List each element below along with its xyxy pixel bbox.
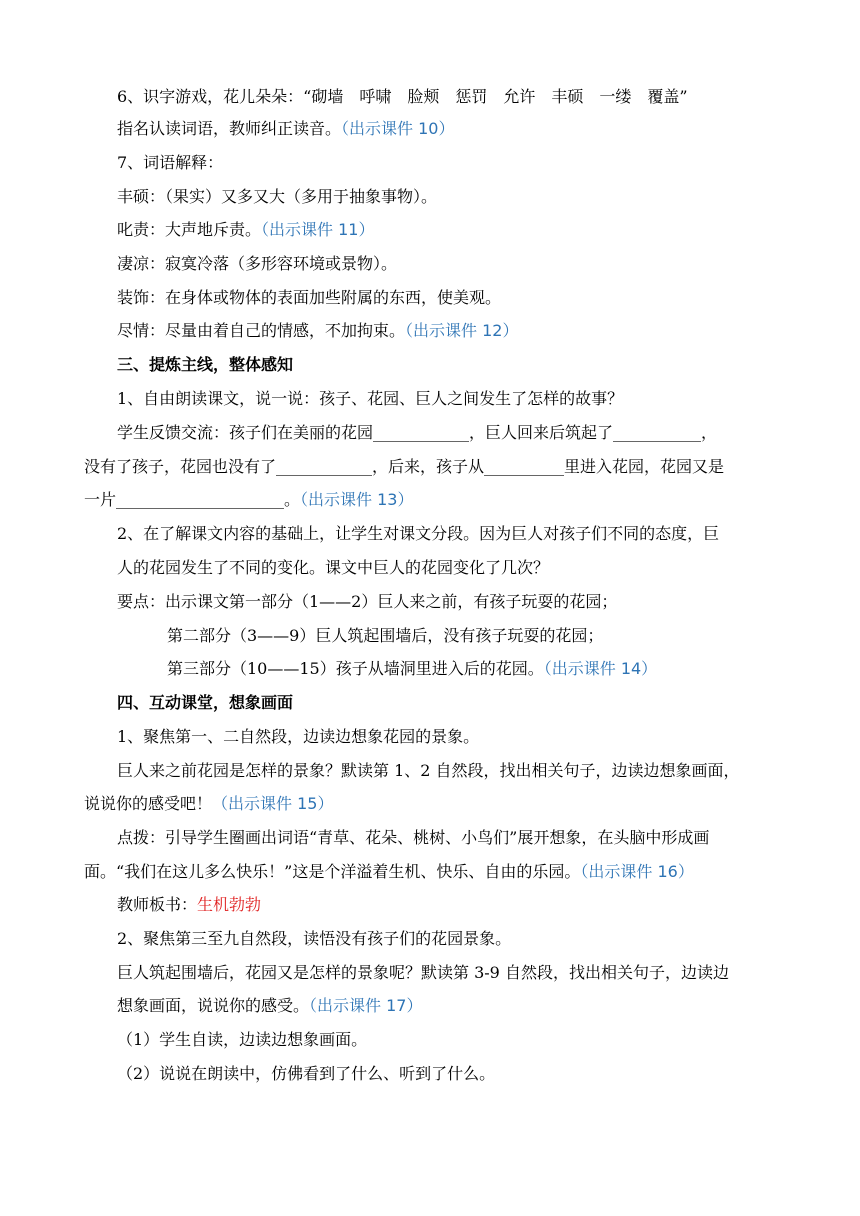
board-writing-highlight: 生机勃勃 <box>197 895 262 914</box>
line-text: 第三部分（10——15）孩子从墙洞里进入后的花园。 <box>167 659 544 678</box>
line-text: 学生反馈交流：孩子们在美丽的花园____________，巨人回来后筑起了___________， <box>117 423 718 442</box>
line-text: 想象画面，说说你的感受。 <box>117 996 310 1015</box>
line-text: 要点：出示课文第一部分（1——2）巨人来之前，有孩子玩耍的花园； <box>117 592 618 611</box>
line-text: 点拨：引导学生圈画出词语“青草、花朵、桃树、小鸟们”展开想象，在头脑中形成画 <box>117 828 710 847</box>
text-line <box>117 760 740 782</box>
text-line <box>117 422 717 444</box>
text-line <box>167 625 603 647</box>
text-line <box>117 186 437 208</box>
text-line <box>117 388 623 410</box>
line-text: 7、词语解释： <box>117 153 224 172</box>
courseware-reference: （出示课件 16） <box>580 862 694 881</box>
line-text: 人的花园发生了不同的变化。课文中巨人的花园变化了几次？ <box>117 558 550 577</box>
line-text: （1）学生自读，边读边想象画面。 <box>117 1030 368 1049</box>
line-text: （2）说说在朗读中，仿佛看到了什么、听到了什么。 <box>117 1064 496 1083</box>
text-line <box>117 894 261 916</box>
line-text: 装饰：在身体或物体的表面加些附属的东西，使美观。 <box>117 288 502 307</box>
text-line <box>117 253 397 275</box>
line-text: 面。“我们在这儿多么快乐！”这是个洋溢着生机、快乐、自由的乐园。 <box>84 862 581 881</box>
courseware-reference: （出示课件 11） <box>261 220 375 239</box>
line-text: 丰硕：（果实）又多又大（多用于抽象事物）。 <box>117 187 438 206</box>
text-line <box>117 962 729 984</box>
courseware-reference: （出示课件 10） <box>341 119 455 138</box>
text-line <box>117 557 549 579</box>
text-line <box>117 86 688 108</box>
courseware-reference: （出示课件 15） <box>212 794 334 813</box>
text-line <box>117 928 511 950</box>
line-text: 指名认读词语，教师纠正读音。 <box>117 119 342 138</box>
text-line <box>167 658 657 680</box>
line-text: 凄凉：寂寞冷落（多形容环境或景物）。 <box>117 254 398 273</box>
text-line <box>117 827 709 849</box>
text-line <box>117 152 223 174</box>
text-line <box>117 118 454 140</box>
text-line <box>117 591 617 613</box>
text-line <box>117 219 374 241</box>
line-text: 四、互动课堂，想象画面 <box>117 693 294 712</box>
line-text: 巨人来之前花园是怎样的景象？默读第 1、2 自然段，找出相关句子，边读边想象画面， <box>117 761 740 780</box>
section-heading-3 <box>117 354 293 376</box>
courseware-reference: （出示课件 12） <box>405 321 519 340</box>
line-text: 巨人筑起围墙后，花园又是怎样的景象呢？默读第 3-9 自然段，找出相关句子，边读边 <box>117 963 729 982</box>
text-line <box>84 861 694 883</box>
line-text: 6、识字游戏，花儿朵朵：“砌墙 呼啸 脸颊 惩罚 允许 丰硕 一缕 覆盖” <box>117 87 688 106</box>
text-line <box>84 489 413 511</box>
line-text: 2、在了解课文内容的基础上，让学生对课文分段。因为巨人对孩子们不同的态度，巨 <box>117 524 720 543</box>
line-text: 叱责：大声地斥责。 <box>117 220 262 239</box>
line-text: 尽情：尽量由着自己的情感，不加拘束。 <box>117 321 406 340</box>
text-line <box>117 523 719 545</box>
text-line <box>117 1063 495 1085</box>
text-line <box>117 1029 367 1051</box>
text-line <box>117 320 518 342</box>
line-text: 1、聚焦第一、二自然段，边读边想象花园的景象。 <box>117 727 480 746</box>
line-text: 1、自由朗读课文，说一说：孩子、花园、巨人之间发生了怎样的故事？ <box>117 389 624 408</box>
courseware-reference: （出示课件 14） <box>543 659 658 678</box>
text-line <box>84 793 333 815</box>
line-text: 2、聚焦第三至九自然段，读悟没有孩子们的花园景象。 <box>117 929 512 948</box>
text-line <box>117 726 479 748</box>
text-line <box>117 995 422 1017</box>
line-text: 没有了孩子，花园也没有了____________，后来，孩子从__________里进入花园，花园又是 <box>84 457 725 476</box>
line-text: 教师板书： <box>117 895 198 914</box>
text-line <box>84 456 724 478</box>
courseware-reference: （出示课件 13） <box>300 490 414 509</box>
line-text: 说说你的感受吧！ <box>84 794 213 813</box>
line-text: 第二部分（3——9）巨人筑起围墙后，没有孩子玩耍的花园； <box>167 626 604 645</box>
section-heading-4 <box>117 692 293 714</box>
courseware-reference: （出示课件 17） <box>309 996 423 1015</box>
line-text: 三、提炼主线，整体感知 <box>117 355 294 374</box>
text-line <box>117 287 501 309</box>
line-text: 一片_____________________。 <box>84 490 301 509</box>
